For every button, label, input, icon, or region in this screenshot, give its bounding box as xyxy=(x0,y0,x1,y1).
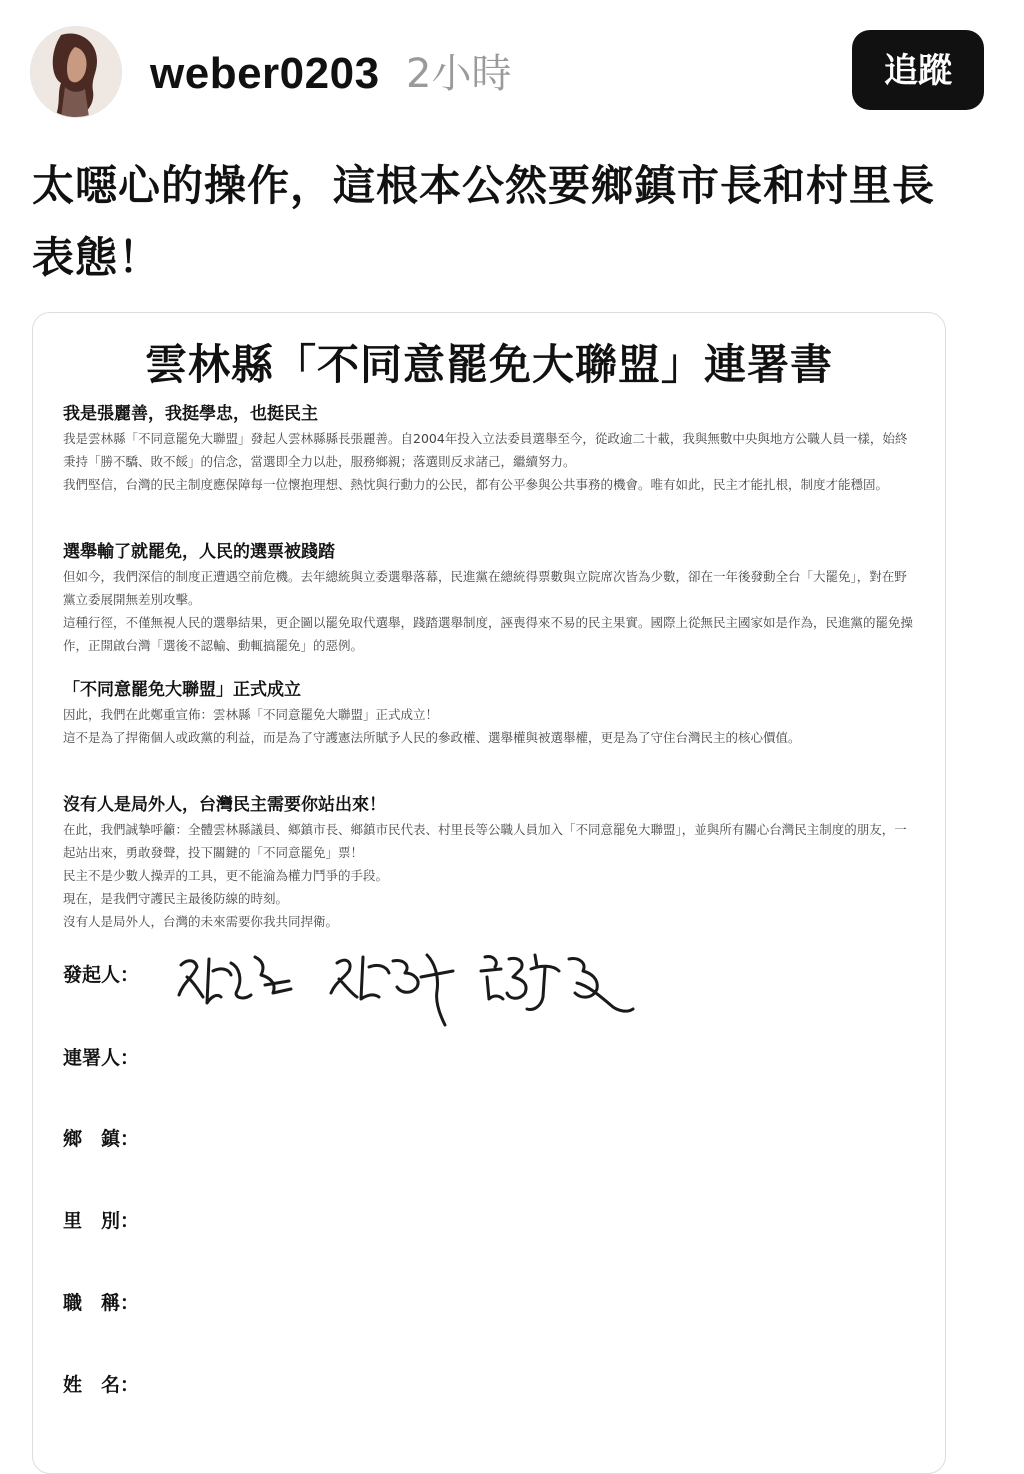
section-body xyxy=(63,703,913,749)
initiator-label: 發起人： xyxy=(63,964,140,986)
avatar-photo-icon xyxy=(31,27,121,117)
section-paragraph: 我是雲林縣「不同意罷免大聯盟」發起人雲林縣縣長張麗善。自2004年投入立法委員選舉至今，從政逾二十載，我與無數中央與地方公職人員一樣，始終秉持「勝不驕、敗不餒」的信念，當選即全力以赴，服務鄉親；落選則反求諸己，繼續努力。 xyxy=(63,431,908,469)
document-title: 雲林縣「不同意罷免大聯盟」連署書 xyxy=(144,340,833,389)
document-section-4 xyxy=(63,792,913,933)
section-body xyxy=(63,818,913,933)
section-body xyxy=(63,565,913,657)
section-paragraph: 民主不是少數人操弄的工具，更不能淪為權力鬥爭的手段。 xyxy=(63,868,389,883)
username[interactable]: weber0203 xyxy=(150,49,380,98)
follow-button[interactable]: 追蹤 xyxy=(852,30,984,110)
document-section-3 xyxy=(63,677,913,749)
avatar[interactable] xyxy=(30,26,122,118)
cosigner-label: 連署人： xyxy=(63,1047,140,1069)
post-image-card[interactable] xyxy=(32,312,946,1474)
section-heading: 我是張麗善，我挺學忠，也挺民主 xyxy=(63,404,318,424)
document-section-1 xyxy=(63,401,913,496)
section-paragraph: 我們堅信，台灣的民主制度應保障每一位懷抱理想、熱忱與行動力的公民，都有公平參與公共事務的機會。唯有如此，民主才能扎根，制度才能穩固。 xyxy=(63,477,889,492)
document-section-2 xyxy=(63,539,913,657)
handwritten-signatures xyxy=(173,937,653,1027)
section-heading: 選舉輸了就罷免，人民的選票被踐踏 xyxy=(63,542,335,562)
township-label: 鄉 鎮： xyxy=(63,1128,140,1150)
section-heading: 沒有人是局外人，台灣民主需要你站出來！ xyxy=(63,795,386,815)
village-label: 里 別： xyxy=(63,1210,140,1232)
section-paragraph: 沒有人是局外人，台灣的未來需要你我共同捍衛。 xyxy=(63,914,339,929)
post-timestamp: 2小時 xyxy=(406,51,512,97)
section-paragraph: 但如今，我們深信的制度正遭遇空前危機。去年總統與立委選舉落幕，民進黨在總統得票數與立院席次皆為少數，卻在一年後發動全台「大罷免」，對在野黨立委展開無差別攻擊。 xyxy=(63,569,907,607)
section-paragraph: 因此，我們在此鄭重宣佈：雲林縣「不同意罷免大聯盟」正式成立！ xyxy=(63,707,439,722)
post-header xyxy=(0,0,1024,140)
section-paragraph: 這種行徑，不僅無視人民的選舉結果，更企圖以罷免取代選舉，踐踏選舉制度，誣喪得來不易的民主果實。國際上從無民主國家如是作為，民進黨的罷免操作，正開啟台灣「選後不認輸、動輒搞罷免」的惡例。 xyxy=(63,615,914,653)
section-body xyxy=(63,427,913,496)
name-label: 姓 名： xyxy=(63,1374,140,1396)
post-caption: 太噁心的操作，這根本公然要鄉鎮市長和村里長表態！ xyxy=(32,161,936,282)
section-paragraph: 在此，我們誠摯呼籲：全體雲林縣議員、鄉鎮市長、鄉鎮市民代表、村里長等公職人員加入「不同意罷免大聯盟」，並與所有關心台灣民主制度的朋友，一起站出來，勇敢發聲，投下關鍵的「不同意罷免」票！ xyxy=(63,822,907,860)
section-heading: 「不同意罷免大聯盟」正式成立 xyxy=(63,680,301,700)
section-paragraph: 現在，是我們守護民主最後防線的時刻。 xyxy=(63,891,289,906)
job-title-label: 職 稱： xyxy=(63,1292,140,1314)
section-paragraph: 這不是為了捍衛個人或政黨的利益，而是為了守護憲法所賦予人民的參政權、選舉權與被選舉權，更是為了守住台灣民主的核心價值。 xyxy=(63,730,801,745)
